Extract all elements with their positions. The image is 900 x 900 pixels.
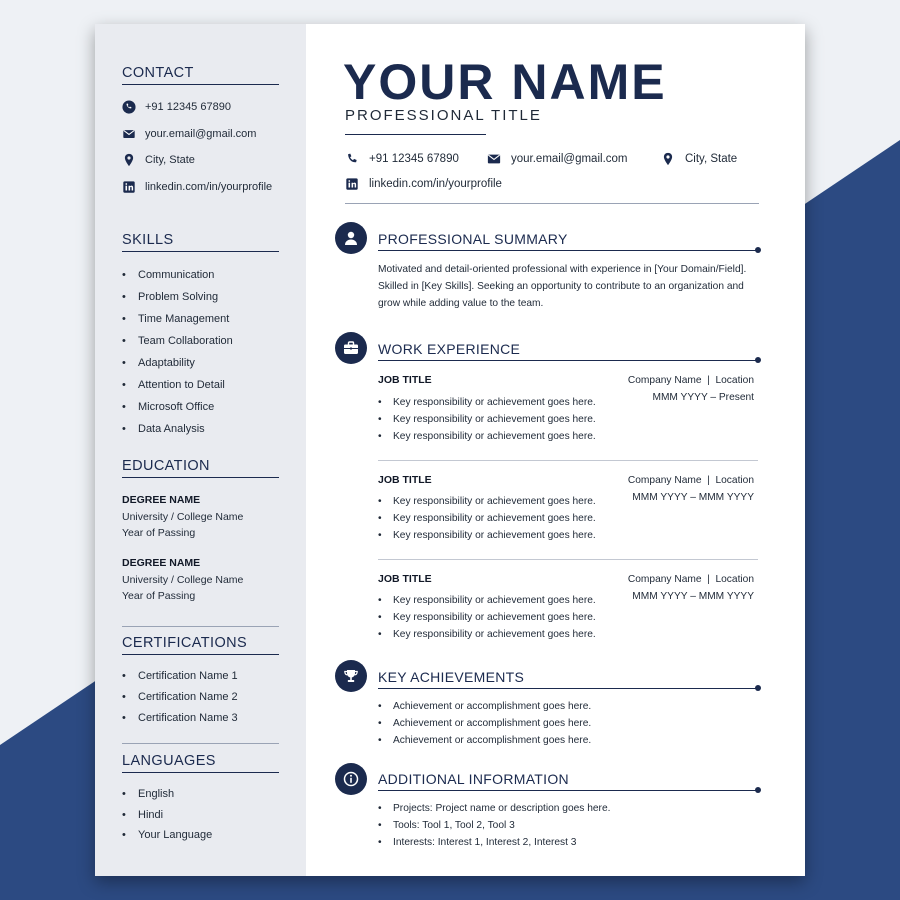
rule-dot <box>755 357 761 363</box>
degree-name: DEGREE NAME <box>122 494 201 506</box>
section-divider <box>122 626 279 627</box>
header-divider <box>345 203 759 204</box>
list-item: • Key responsibility or achievement goes here. <box>378 411 596 428</box>
header-phone-text: +91 12345 67890 <box>369 153 459 165</box>
list-item: • Communication <box>122 264 233 286</box>
job-meta <box>628 372 754 406</box>
sidebar-contact-location <box>122 153 195 167</box>
job-dates: MMM YYYY – Present <box>652 392 754 403</box>
section-rule <box>378 790 757 791</box>
location-icon <box>661 152 675 166</box>
job-dates: MMM YYYY – MMM YYYY <box>632 591 754 602</box>
list-item: • Interests: Interest 1, Interest 2, Interest 3 <box>378 834 610 851</box>
email-icon <box>122 127 136 141</box>
list-item: • Certification Name 2 <box>122 687 238 708</box>
section-divider <box>122 743 279 744</box>
section-rule <box>378 688 757 689</box>
list-item: • Achievement or accomplishment goes here. <box>378 715 591 732</box>
header-location-text: City, State <box>685 153 738 165</box>
year-of-passing: Year of Passing <box>122 590 196 602</box>
job-company: Company Name | Location <box>627 375 754 386</box>
job-divider <box>378 460 758 461</box>
section-rule <box>378 250 757 251</box>
list-item: • Data Analysis <box>122 418 233 440</box>
professional-title: PROFESSIONAL TITLE <box>345 107 542 124</box>
title-underline <box>345 134 486 135</box>
list-item: • Key responsibility or achievement goes here. <box>378 592 596 609</box>
list-item: • Projects: Project name or description goes here. <box>378 800 610 817</box>
job-bullets <box>378 394 596 445</box>
header-contact-email[interactable] <box>487 152 628 166</box>
list-item: • Your Language <box>122 825 212 846</box>
sidebar-contact-linkedin[interactable] <box>122 180 272 194</box>
sidebar-contact-linkedin-text: linkedin.com/in/yourprofile <box>145 181 273 193</box>
email-icon <box>487 152 501 166</box>
sidebar-contact-phone-text: +91 12345 67890 <box>145 101 231 113</box>
rule-dot <box>755 685 761 691</box>
list-item: • Team Collaboration <box>122 330 233 352</box>
list-item: • Adaptability <box>122 352 233 374</box>
linkedin-icon <box>345 177 359 191</box>
list-item: • Certification Name 3 <box>122 708 238 729</box>
school-name: University / College Name <box>122 573 244 586</box>
phone-icon <box>122 100 136 114</box>
job-title: JOB TITLE <box>378 474 432 486</box>
list-item: • Achievement or accomplishment goes here. <box>378 698 591 715</box>
languages-heading: LANGUAGES <box>122 753 279 773</box>
list-item: • Key responsibility or achievement goes here. <box>378 394 596 411</box>
certifications-heading: CERTIFICATIONS <box>122 635 279 655</box>
job-meta <box>628 571 754 605</box>
job-company: Company Name | Location <box>627 475 754 486</box>
list-item: • English <box>122 784 212 805</box>
header-contact-location <box>661 152 737 166</box>
rule-dot <box>755 247 761 253</box>
achievements-heading: KEY ACHIEVEMENTS <box>378 669 525 685</box>
briefcase-icon <box>335 332 367 364</box>
contact-heading: CONTACT <box>122 65 279 85</box>
section-rule <box>378 360 757 361</box>
job-title: JOB TITLE <box>378 374 432 386</box>
person-icon <box>335 222 367 254</box>
resume-page <box>95 24 805 876</box>
list-item: • Time Management <box>122 308 233 330</box>
list-item: • Hindi <box>122 805 212 826</box>
list-item: • Achievement or accomplishment goes here. <box>378 732 591 749</box>
list-item: • Tools: Tool 1, Tool 2, Tool 3 <box>378 817 610 834</box>
sidebar-contact-location-text: City, State <box>145 154 195 166</box>
list-item: • Key responsibility or achievement goes here. <box>378 510 596 527</box>
experience-heading: WORK EXPERIENCE <box>378 341 521 357</box>
header-contact-linkedin[interactable] <box>345 177 502 191</box>
skills-heading: SKILLS <box>122 232 279 252</box>
degree-name: DEGREE NAME <box>122 557 201 569</box>
phone-icon <box>345 152 359 166</box>
sidebar-contact-email[interactable] <box>122 127 256 141</box>
certifications-list <box>122 666 238 729</box>
job-dates: MMM YYYY – MMM YYYY <box>632 492 754 503</box>
job-bullets <box>378 493 596 544</box>
additional-heading: ADDITIONAL INFORMATION <box>378 771 569 787</box>
job-divider <box>378 559 758 560</box>
job-bullets <box>378 592 596 643</box>
list-item: • Certification Name 1 <box>122 666 238 687</box>
header-email-text: your.email@gmail.com <box>511 153 628 165</box>
summary-text: Motivated and detail-oriented professional with experience in [Your Domain/Field]. Skilled in [Key Skills]. Seeking an opportunity to contribute to an organization and grow while adding value to the team. <box>378 264 747 309</box>
education-heading: EDUCATION <box>122 458 279 478</box>
sidebar-contact-phone[interactable] <box>122 100 231 114</box>
skills-list <box>122 264 233 440</box>
list-item: • Key responsibility or achievement goes here. <box>378 527 596 544</box>
languages-list <box>122 784 212 846</box>
resume-name: YOUR NAME <box>343 54 667 110</box>
linkedin-icon <box>122 180 136 194</box>
list-item: • Key responsibility or achievement goes here. <box>378 428 596 445</box>
job-meta <box>628 472 754 506</box>
list-item: • Attention to Detail <box>122 374 233 396</box>
job-company: Company Name | Location <box>627 574 754 585</box>
info-icon <box>335 763 367 795</box>
list-item: • Key responsibility or achievement goes here. <box>378 493 596 510</box>
trophy-icon <box>335 660 367 692</box>
achievements-list <box>378 698 591 749</box>
sidebar-contact-email-text: your.email@gmail.com <box>145 128 257 140</box>
year-of-passing: Year of Passing <box>122 527 196 539</box>
job-title: JOB TITLE <box>378 573 432 585</box>
rule-dot <box>755 787 761 793</box>
header-contact-phone[interactable] <box>345 152 459 166</box>
header-linkedin-text: linkedin.com/in/yourprofile <box>369 178 502 190</box>
sidebar <box>95 24 306 876</box>
list-item: • Key responsibility or achievement goes here. <box>378 609 596 626</box>
summary-heading: PROFESSIONAL SUMMARY <box>378 231 568 247</box>
list-item: • Problem Solving <box>122 286 233 308</box>
additional-list <box>378 800 610 851</box>
location-icon <box>122 153 136 167</box>
education-entry <box>122 492 243 542</box>
education-entry <box>122 555 243 605</box>
list-item: • Key responsibility or achievement goes here. <box>378 626 596 643</box>
list-item: • Microsoft Office <box>122 396 233 418</box>
school-name: University / College Name <box>122 510 244 523</box>
